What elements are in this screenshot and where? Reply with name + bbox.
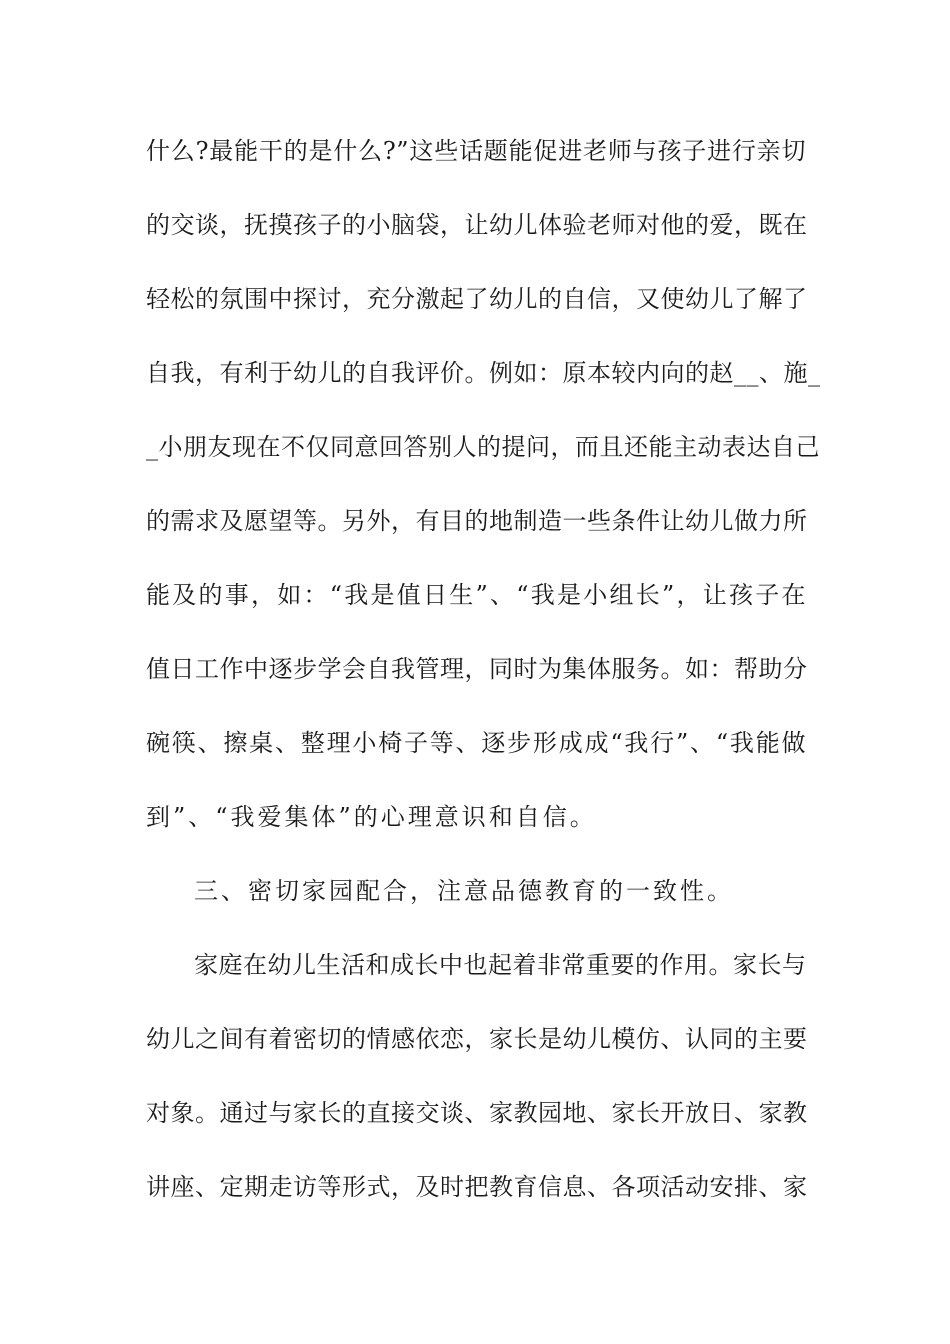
text-line: 讲座、定期走访等形式，及时把教育信息、各项活动安排、家 xyxy=(146,1173,808,1201)
text-line: 碗筷、擦桌、整理小椅子等、逐步形成成“我行”、“我能做 xyxy=(146,729,806,757)
text-line: 自我，有利于幼儿的自我评价。例如：原本较内向的赵__、施_ xyxy=(146,359,821,387)
text-line: 的交谈，抚摸孩子的小脑袋，让幼儿体验老师对他的爱，既在 xyxy=(146,211,808,239)
text-line: 能及的事，如：“我是值日生”、“我是小组长”，让孩子在 xyxy=(146,581,806,609)
text-line: 幼儿之间有着密切的情感依恋，家长是幼儿模仿、认同的主要 xyxy=(146,1025,808,1053)
text-line: 对象。通过与家长的直接交谈、家教园地、家长开放日、家教 xyxy=(146,1099,808,1127)
text-line: 值日工作中逐步学会自我管理，同时为集体服务。如：帮助分 xyxy=(146,655,808,683)
text-line: 什么?最能干的是什么?”这些话题能促进老师与孩子进行亲切 xyxy=(146,137,806,165)
section-heading: 三、密切家园配合，注意品德教育的一致性。 xyxy=(194,877,734,905)
text-line: 家庭在幼儿生活和成长中也起着非常重要的作用。家长与 xyxy=(194,951,807,979)
text-line: 轻松的氛围中探讨，充分激起了幼儿的自信，又使幼儿了解了 xyxy=(146,285,808,313)
text-line: 的需求及愿望等。另外，有目的地制造一些条件让幼儿做力所 xyxy=(146,507,808,535)
text-line: 到”、“我爱集体”的心理意识和自信。 xyxy=(146,803,597,831)
text-line: _小朋友现在不仅同意回答别人的提问，而且还能主动表达自己 xyxy=(146,433,820,461)
